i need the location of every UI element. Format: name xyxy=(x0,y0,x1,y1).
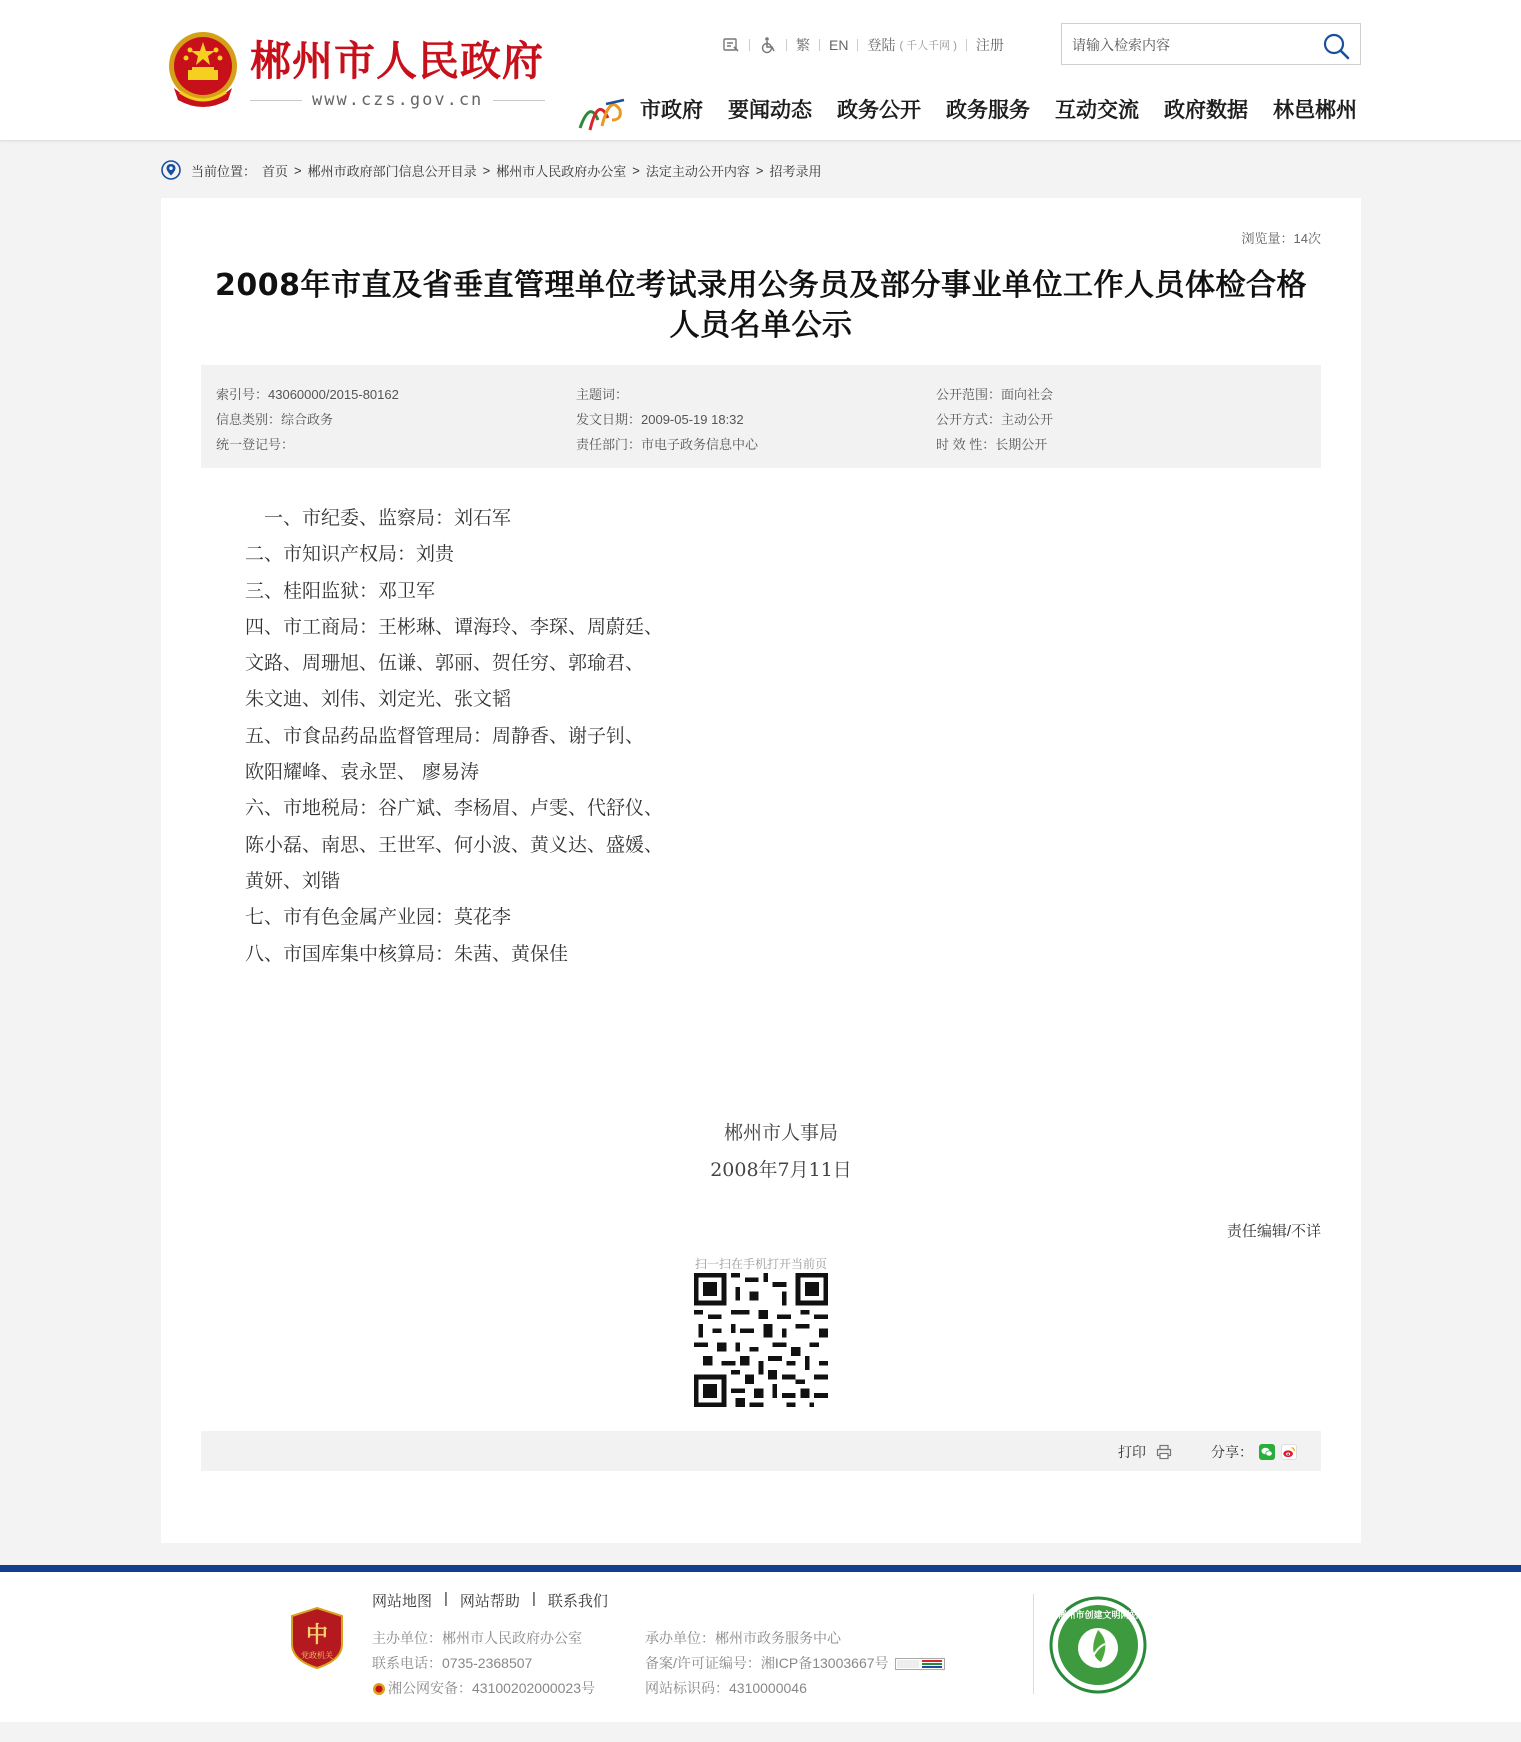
print-button[interactable] xyxy=(1118,1442,1172,1462)
top-links xyxy=(722,34,1004,56)
footer-host: 主办单位：郴州市人民政府办公室 xyxy=(372,1630,582,1646)
nav-item-news[interactable]: 要闻动态 xyxy=(728,98,812,122)
meta-date: 发文日期：2009-05-19 18:32 xyxy=(576,412,744,427)
share-group xyxy=(1211,1442,1297,1462)
meta-dept: 责任部门：市电子政务信息中心 xyxy=(576,437,759,452)
party-gov-agency-badge-icon[interactable] xyxy=(290,1606,344,1670)
location-pin-icon xyxy=(161,160,181,180)
footer-links xyxy=(372,1590,608,1611)
nav-item-linyi-chenzhou[interactable]: 林邑郴州 xyxy=(1273,98,1357,122)
footer-accent-bar xyxy=(0,1565,1521,1572)
meta-category: 信息类别：综合政务 xyxy=(216,412,334,427)
body-line: 一、市纪委、监察局：刘石军 xyxy=(264,507,512,529)
english-link[interactable]: EN xyxy=(829,37,849,53)
main-nav xyxy=(640,95,1357,125)
footer-link-help[interactable]: 网站帮助 xyxy=(459,1593,520,1610)
signature-org: 郴州市人事局 xyxy=(723,1122,838,1144)
qr-caption: 扫一扫在手机打开当前页 xyxy=(694,1257,827,1271)
breadcrumb-office[interactable]: 郴州市人民政府办公室 xyxy=(496,163,627,179)
wheelchair-icon[interactable] xyxy=(759,36,777,54)
separator xyxy=(857,39,858,51)
footer-phone: 联系电话：0735-2368507 xyxy=(372,1655,533,1671)
article-title: 2008年市直及省垂直管理单位考试录用公务员及部分事业单位工作人员体检合格人员名单公示 xyxy=(215,268,1307,343)
nav-item-interaction[interactable]: 互动交流 xyxy=(1055,98,1139,122)
meta-validity: 时 效 性：长期公开 xyxy=(936,437,1048,452)
footer-link-separator: | xyxy=(531,1590,536,1607)
svg-text:中: 中 xyxy=(305,1622,329,1648)
share-bar xyxy=(201,1431,1321,1471)
breadcrumb-home[interactable]: 首页 xyxy=(262,163,289,179)
body-line: 七、市有色金属产业园：莫花李 xyxy=(245,906,512,929)
footer-icp[interactable] xyxy=(645,1651,945,1676)
footer-site-code: 网站标识码：4310000046 xyxy=(645,1680,807,1696)
body-line: 二、市知识产权局：刘贵 xyxy=(245,543,455,566)
nav-item-gov-services[interactable]: 政务服务 xyxy=(946,98,1030,122)
signature-date: 2008年7月11日 xyxy=(710,1159,852,1181)
body-line: 六、市地税局：谷广斌、李杨眉、卢雯、代舒仪、 xyxy=(245,797,664,820)
breadcrumb-separator: > xyxy=(632,162,640,178)
meta-subject: 主题词： xyxy=(576,387,629,402)
footer-icp-text: 备案/许可证编号：湘ICP备13003667号 xyxy=(645,1655,889,1671)
body-line: 黄妍、刘锴 xyxy=(245,869,341,892)
footer-info-left xyxy=(372,1626,595,1701)
footer-police-record[interactable] xyxy=(372,1676,595,1701)
meta-method: 公开方式：主动公开 xyxy=(936,412,1054,427)
body-line: 朱文迪、刘伟、刘定光、张文韬 xyxy=(245,688,512,711)
breadcrumb-separator: > xyxy=(755,162,764,178)
body-line: 八、市国库集中核算局：朱茜、黄保佳 xyxy=(245,942,569,965)
national-emblem-icon xyxy=(166,28,240,112)
site-header xyxy=(0,0,1521,141)
body-line: 欧阳耀峰、袁永罡、 廖易涛 xyxy=(245,761,480,784)
footer-police-text: 湘公网安备：43100202000023号 xyxy=(388,1680,596,1696)
civilized-website-badge-icon[interactable] xyxy=(1049,1596,1147,1694)
body-line: 三、桂阳监狱：邓卫军 xyxy=(245,579,436,602)
breadcrumb-recruitment[interactable]: 招考录用 xyxy=(769,163,822,179)
footer-divider xyxy=(1033,1594,1034,1694)
breadcrumb-label: 当前位置： xyxy=(191,163,257,179)
wechat-share-icon[interactable] xyxy=(1259,1444,1275,1460)
site-footer xyxy=(0,1572,1521,1722)
breadcrumb xyxy=(161,158,821,182)
register-link[interactable]: 注册 xyxy=(975,37,1004,53)
site-title[interactable]: 郴州市人民政府 xyxy=(250,37,544,85)
print-label: 打印 xyxy=(1118,1444,1146,1460)
breadcrumb-separator: > xyxy=(294,162,302,178)
body-line: 陈小磊、南思、王世军、何小波、黄义达、盛媛、 xyxy=(245,833,664,856)
article-signature xyxy=(161,1115,1061,1189)
meta-index-no: 索引号：43060000/2015-80162 xyxy=(216,387,399,402)
emblem-text: 党政机关 xyxy=(301,1651,333,1660)
article-body xyxy=(245,500,663,972)
view-count: 浏览量：14次 xyxy=(1241,231,1321,246)
body-line: 四、市工商局：王彬琳、谭海玲、李琛、周蔚廷、 xyxy=(245,615,664,638)
separator xyxy=(966,39,967,51)
separator xyxy=(749,39,750,51)
weibo-share-icon[interactable] xyxy=(1281,1444,1297,1460)
accessibility-reader-icon[interactable] xyxy=(722,36,740,54)
site-url: www.czs.gov.cn xyxy=(302,89,493,111)
login-link[interactable]: 登陆 xyxy=(867,37,896,53)
search-icon[interactable] xyxy=(1322,32,1350,60)
body-line: 五、市食品药品监督管理局：周静香、谢子钊、 xyxy=(245,724,645,747)
separator xyxy=(786,39,787,51)
breadcrumb-statutory[interactable]: 法定主动公开内容 xyxy=(645,163,750,179)
search-box xyxy=(1061,23,1361,65)
body-line: 文路、周珊旭、伍谦、郭丽、贺任穷、郭瑜君、 xyxy=(245,652,645,675)
separator xyxy=(819,39,820,51)
footer-operator: 承办单位：郴州市政务服务中心 xyxy=(645,1630,841,1646)
cnzz-stats-icon[interactable] xyxy=(895,1658,945,1670)
traditional-chinese-link[interactable]: 繁 xyxy=(796,37,810,53)
meta-column-1 xyxy=(216,382,399,457)
footer-link-sitemap[interactable]: 网站地图 xyxy=(372,1593,433,1610)
printer-icon xyxy=(1156,1444,1172,1460)
meta-reg-no: 统一登记号： xyxy=(216,437,295,452)
qr-code-icon xyxy=(694,1273,828,1407)
article-card xyxy=(161,198,1361,1543)
meta-scope: 公开范围：面向社会 xyxy=(936,387,1054,402)
nav-item-gov-disclosure[interactable]: 政务公开 xyxy=(837,98,921,122)
search-input[interactable] xyxy=(1072,34,1312,56)
login-note: ( 千人千网 ) xyxy=(899,40,957,52)
chenzhou-logo-mark-icon xyxy=(576,90,628,134)
footer-info-right xyxy=(645,1626,945,1701)
article-meta xyxy=(201,365,1321,468)
footer-link-contact[interactable]: 联系我们 xyxy=(547,1593,608,1610)
nav-item-city-government[interactable]: 市政府 xyxy=(640,98,703,122)
meta-column-2 xyxy=(576,382,758,457)
breadcrumb-separator: > xyxy=(482,162,491,178)
nav-item-gov-data[interactable]: 政府数据 xyxy=(1164,98,1248,122)
responsible-editor: 责任编辑/不详 xyxy=(1226,1223,1321,1240)
meta-column-3 xyxy=(936,382,1053,457)
breadcrumb-dept-catalog[interactable]: 郴州市政府部门信息公开目录 xyxy=(307,163,477,179)
share-label: 分享： xyxy=(1211,1444,1253,1460)
police-badge-icon xyxy=(372,1682,386,1696)
badge-text: 郴州市创建文明网站 xyxy=(1057,1611,1139,1621)
footer-link-separator: | xyxy=(444,1590,448,1607)
